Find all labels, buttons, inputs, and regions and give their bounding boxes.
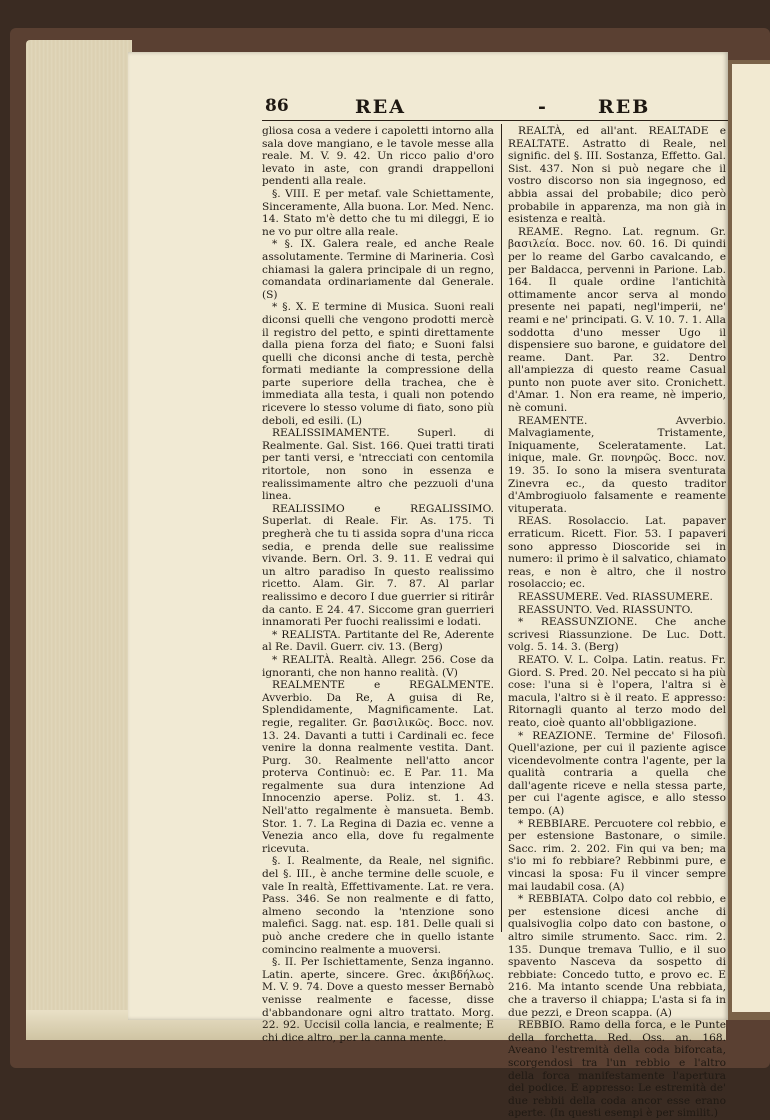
entry-paragraph: §. I. Realmente, da Reale, nel signific. del §. III., è anche termine delle scuole, e vale In realtà, Effettivamente. Lat. re vera. Pass. 346. Se non realmente e di fatto, almeno secondo la 'ntenzione sono malefici. Sagg. nat. esp. 181. Delle quali si può anche credere che in quello istante comincino realmente a muoversi.	[262, 855, 494, 956]
entry-paragraph: §. II. Per Ischiettamente, Senza inganno. Latin. aperte, sincere. Grec. ἀκιβδήλως. M. V. 9. 74. Dove a questo messer Bernabò venisse realmente e facesse, disse d'abbandonare ogni altro trattato. Morg. 22. 92. Uccisil colla lancia, e realmente; E chi dice altro, per la canna mente.	[262, 956, 494, 1044]
entry-paragraph: * REBBIATA. Colpo dato col rebbio, e per estensione dicesi anche di qualsivoglia colpo dato con bastone, o altro simile strumento. Sacc. rim. 2. 135. Dunque tremava Tullio, e il suo spavento Nasceva da sospetto di rebbiate: Concedo tutto, e provo ec. E 216. Ma intanto scende Una rebbiata, che a traverso il chiappa; L'asta si fa in due pezzi, e Dreon scappa. (A)	[508, 893, 726, 1019]
entry-paragraph: §. VIII. E per metaf. vale Schiettamente, Sinceramente, Alla buona. Lor. Med. Nenc. 14. Stato m'è detto che tu mi dileggi, E io ne vo pur oltre alla reale.	[262, 187, 494, 238]
header-rule	[262, 120, 728, 121]
entry-paragraph: REAMENTE. Avverbio. Malvagiamente, Tristamente, Iniquamente, Sceleratamente. Lat. inique, male. Gr. πονηρῶς. Bocc. nov. 19. 35. Io sono la misera sventurata Zinevra ec., da questo traditor d'Ambrogiuolo falsamente e reamente vituperata.	[508, 414, 726, 515]
facing-page-sliver	[732, 64, 770, 1012]
entry-paragraph: gliosa cosa a vedere i capoletti intorno alla sala dove mangiano, e le tavole messe alla reale. M. V. 9. 42. Un ricco palio d'oro levato in aste, con grandi drappelloni pendenti alla reale.	[262, 125, 494, 188]
entry-paragraph: * REBBIARE. Percuotere col rebbio, e per estensione Bastonare, o simile. Sacc. rim. 2. 202. Fin qui va ben; ma s'io mi fo rebbiare? Rebbinmi pure, e vincasi la sposa: Fu il vincer sempre mai laudabil cosa. (A)	[508, 817, 726, 893]
entry-paragraph: REATO. V. L. Colpa. Latin. reatus. Fr. Giord. S. Pred. 20. Nel peccato si ha più cose: l'una si è l'opera, l'altra si è macula, l'altro si è il reato. E appresso: Ritornagli quanto al terzo modo del reato, cioè quanto all'obbligazione.	[508, 653, 726, 729]
entry-paragraph: REASSUMERE. Ved. RIASSUMERE.	[518, 590, 713, 603]
entry-paragraph: REALISSIMO e REGALISSIMO. Superlat. di Reale. Fir. As. 175. Ti pregherà che tu ti assida sopra d'una ricca sedia, e prenda delle sue realissime vivande. Bern. Orl. 3. 9. 11. E vedrai qui un altro paradiso In questo realissimo ricetto. Alam. Gir. 7. 87. Al parlar realissimo e decoro I due guerrier si ritirâr da canto. E 24. 47. Siccome gran guerrieri innamorati Per fuochi realissimi e lodati.	[262, 502, 494, 629]
page-number: 86	[265, 96, 289, 116]
entry-paragraph: REALISSIMAMENTE. Superl. di Realmente. Gal. Sist. 166. Quei tratti tirati per tanti versi, e 'ntrecciati con centomila ritortole, non sono in essenza e realissimamente altro che pezzuoli d'una linea.	[262, 427, 494, 503]
running-head-right: REB	[598, 96, 651, 118]
entry-paragraph: REALMENTE e REGALMENTE. Avverbio. Da Re, A guisa di Re, Splendidamente, Magnificamente. Lat. regie, regaliter. Gr. βασιλικῶς. Bocc. nov. 13. 24. Davanti a tutti i Cardinali ec. fece venire la donna realmente vestita. Dant. Purg. 30. Realmente nell'atto ancor proterva Continuò: ec. E Par. 11. Ma regalmente sua dura intenzione Ad Innocenzio aperse. Poliz. st. 1. 43. Nell'atto regalmente è mansueta. Bemb. Stor. 1. 7. La Regina di Dazia ec. venne a Venezia anco ella, dove fu regalmente ricevuta.	[262, 679, 494, 855]
entry-paragraph: * REALITÀ. Realtà. Allegr. 256. Cose da ignoranti, che non hanno realità. (V)	[262, 653, 494, 679]
entry-paragraph: REBBIO. Ramo della forca, e le Punte della forchetta. Red. Oss. an. 168. Aveano l'estremità della coda biforcata, scorgendosi tra l'un rebbio e l'altro della forca manifestamente l'apertura del podice. E appresso: Le estremità de' due rebbii della coda ancor esse erano aperte. (In questi esempi è per similit.)	[508, 1019, 726, 1120]
left-column	[262, 125, 494, 1044]
entry-paragraph: REASSUNTO. Ved. RIASSUNTO.	[518, 603, 694, 616]
entry-paragraph: * §. IX. Galera reale, ed anche Reale assolutamente. Termine di Marineria. Così chiamasi la galera principale di un regno, comandata ordinariamente dal Generale. (S)	[262, 238, 494, 301]
entry-paragraph: REALTÀ, ed all'ant. REALTADE e REALTATE. Astratto di Reale, nel signific. del §. III. Sostanza, Effetto. Gal. Sist. 437. Non si può negare che il vostro discorso non sia ingegnoso, ed abbia assai del probabile; dico però probabile in apparenza, ma non già in esistenza e realtà.	[508, 125, 726, 226]
entry-paragraph: REAME. Regno. Lat. regnum. Gr. βασιλεία. Bocc. nov. 60. 16. Di quindi per lo reame del Garbo cavalcando, e per Baldacca, pervenni in Parione. Lab. 164. Il quale ordine l'antichità ottimamente ancor serva al mondo presente nei papati, negl'imperii, ne' reami e ne' principati. G. V. 10. 7. 1. Alla soddotta d'uno messer Ugo il dispensiere suo barone, e guidatore del reame. Dant. Par. 32. Dentro all'ampiezza di questo reame Casual punto non puote aver sito. Cronichett. d'Amar. 1. Non era reame, nè imperio, nè comuni.	[508, 225, 726, 415]
running-head-left: REA	[355, 96, 407, 118]
entry-paragraph: * REASSUNZIONE. Che anche scrivesi Riassunzione. De Luc. Dott. volg. 5. 14. 3. (Berg)	[508, 616, 726, 654]
running-head-dash: -	[538, 96, 548, 118]
column-divider	[501, 124, 502, 932]
entry-paragraph: * REAZIONE. Termine de' Filosofi. Quell'azione, per cui il paziente agisce vicendevolmente contra l'agente, per la qualità contraria a quella che dall'agente riceve e nella stessa parte, per cui l'agente agisce, e allo stesso tempo. (A)	[508, 729, 726, 818]
entry-paragraph: REAS. Rosolaccio. Lat. papaver erraticum. Ricett. Fior. 53. I papaveri sono appresso Dioscoride sei in numero: il primo è il salvatico, chiamato reas, e non è altro, che il nostro rosolaccio; ec.	[508, 515, 726, 591]
entry-paragraph: * REALISTA. Partitante del Re, Aderente al Re. Davil. Guerr. civ. 13. (Berg)	[262, 628, 494, 654]
page-edges	[26, 40, 132, 1040]
entry-paragraph: * §. X. E termine di Musica. Suoni reali diconsi quelli che vengono prodotti mercè il registro del petto, e spinti direttamente dalla piena forza del fiato; e Suoni falsi quelli che diconsi anche di testa, perchè formati mediante la compressione della parte superiore della trachea, che è immediata alla testa, i quali non potendo ricevere lo stesso volume di fiato, sono più deboli, ed esili. (L)	[262, 301, 494, 427]
right-column	[508, 125, 726, 1120]
